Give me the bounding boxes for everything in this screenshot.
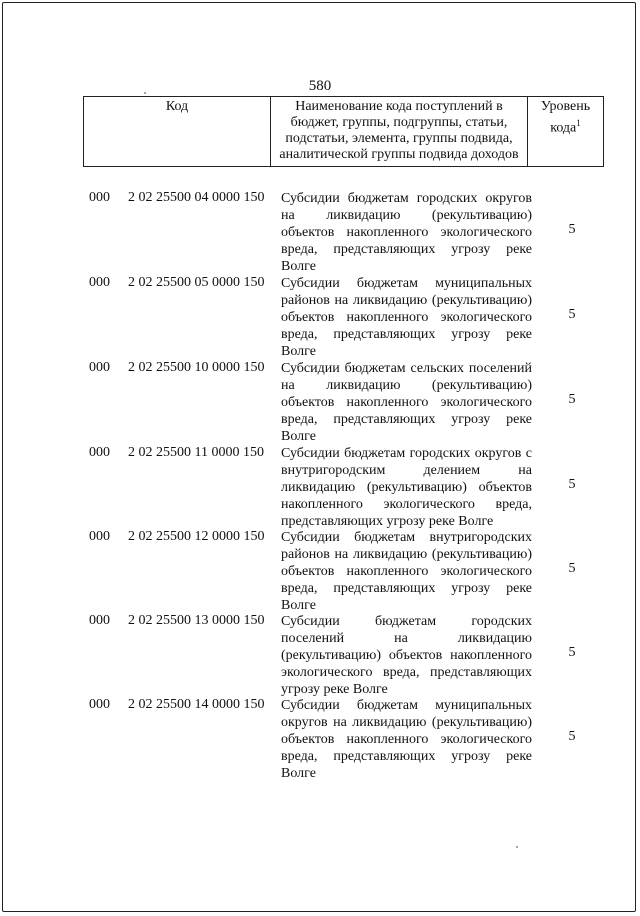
header-level <box>528 97 604 167</box>
scan-speck <box>516 846 518 848</box>
row-group: 000 <box>89 529 110 544</box>
row-level: 5 <box>568 477 576 492</box>
table-header <box>83 96 604 167</box>
row-group: 000 <box>89 445 110 460</box>
row-code: 2 02 25500 11 0000 150 <box>128 445 264 460</box>
header-level-label: Уровень кода <box>540 99 591 136</box>
row-level: 5 <box>568 222 576 237</box>
row-name: Субсидии бюджетам городских округов с внутригородским делением на ликвидацию (рекультивацию) объектов накопленного экологического вреда, представляющих угрозу реке Волге <box>281 446 532 529</box>
header-name: Наименование кода поступлений в бюджет, группы, подгруппы, статьи, подстатьи, элемента, группы подвида, аналитической группы подвида доходов <box>271 97 528 167</box>
row-code: 2 02 25500 12 0000 150 <box>128 529 265 544</box>
row-name: Субсидии бюджетам муниципальных районов на ликвидацию (рекультивацию) объектов накопленного экологического вреда, представляющих угрозу реке Волге <box>281 276 532 359</box>
page-number: 580 <box>308 78 332 94</box>
row-code: 2 02 25500 13 0000 150 <box>128 613 265 628</box>
scan-speck <box>144 92 146 94</box>
row-name: Субсидии бюджетам внутригородских районов на ликвидацию (рекультивацию) объектов накопленного экологического вреда, представляющих угрозу реке Волге <box>281 530 532 613</box>
row-level: 5 <box>568 307 576 322</box>
row-name: Субсидии бюджетам муниципальных округов на ликвидацию (рекультивацию) объектов накопленного экологического вреда, представляющих угрозу реке Волге <box>281 698 532 781</box>
row-name: Субсидии бюджетам городских округов на ликвидацию (рекультивацию) объектов накопленного экологического вреда, представляющих угрозу реке Волге <box>281 191 532 274</box>
row-group: 000 <box>89 275 110 290</box>
row-code: 2 02 25500 04 0000 150 <box>128 190 265 205</box>
row-group: 000 <box>89 360 110 375</box>
row-code: 2 02 25500 10 0000 150 <box>128 360 265 375</box>
header-code: Код <box>84 97 271 167</box>
row-name: Субсидии бюджетам городских поселений на ликвидацию (рекультивацию) объектов накопленного экологического вреда, представляющих угрозу реке Волге <box>281 614 532 697</box>
row-code: 2 02 25500 05 0000 150 <box>128 275 265 290</box>
row-code: 2 02 25500 14 0000 150 <box>128 697 265 712</box>
row-group: 000 <box>89 613 110 628</box>
row-level: 5 <box>568 561 576 576</box>
row-name: Субсидии бюджетам сельских поселений на ликвидацию (рекультивацию) объектов накопленного экологического вреда, представляющих угрозу реке Волге <box>281 361 532 444</box>
header-level-footnote: 1 <box>576 118 581 128</box>
row-level: 5 <box>568 392 576 407</box>
row-group: 000 <box>89 190 110 205</box>
row-level: 5 <box>568 645 576 660</box>
row-group: 000 <box>89 697 110 712</box>
row-level: 5 <box>568 729 576 744</box>
